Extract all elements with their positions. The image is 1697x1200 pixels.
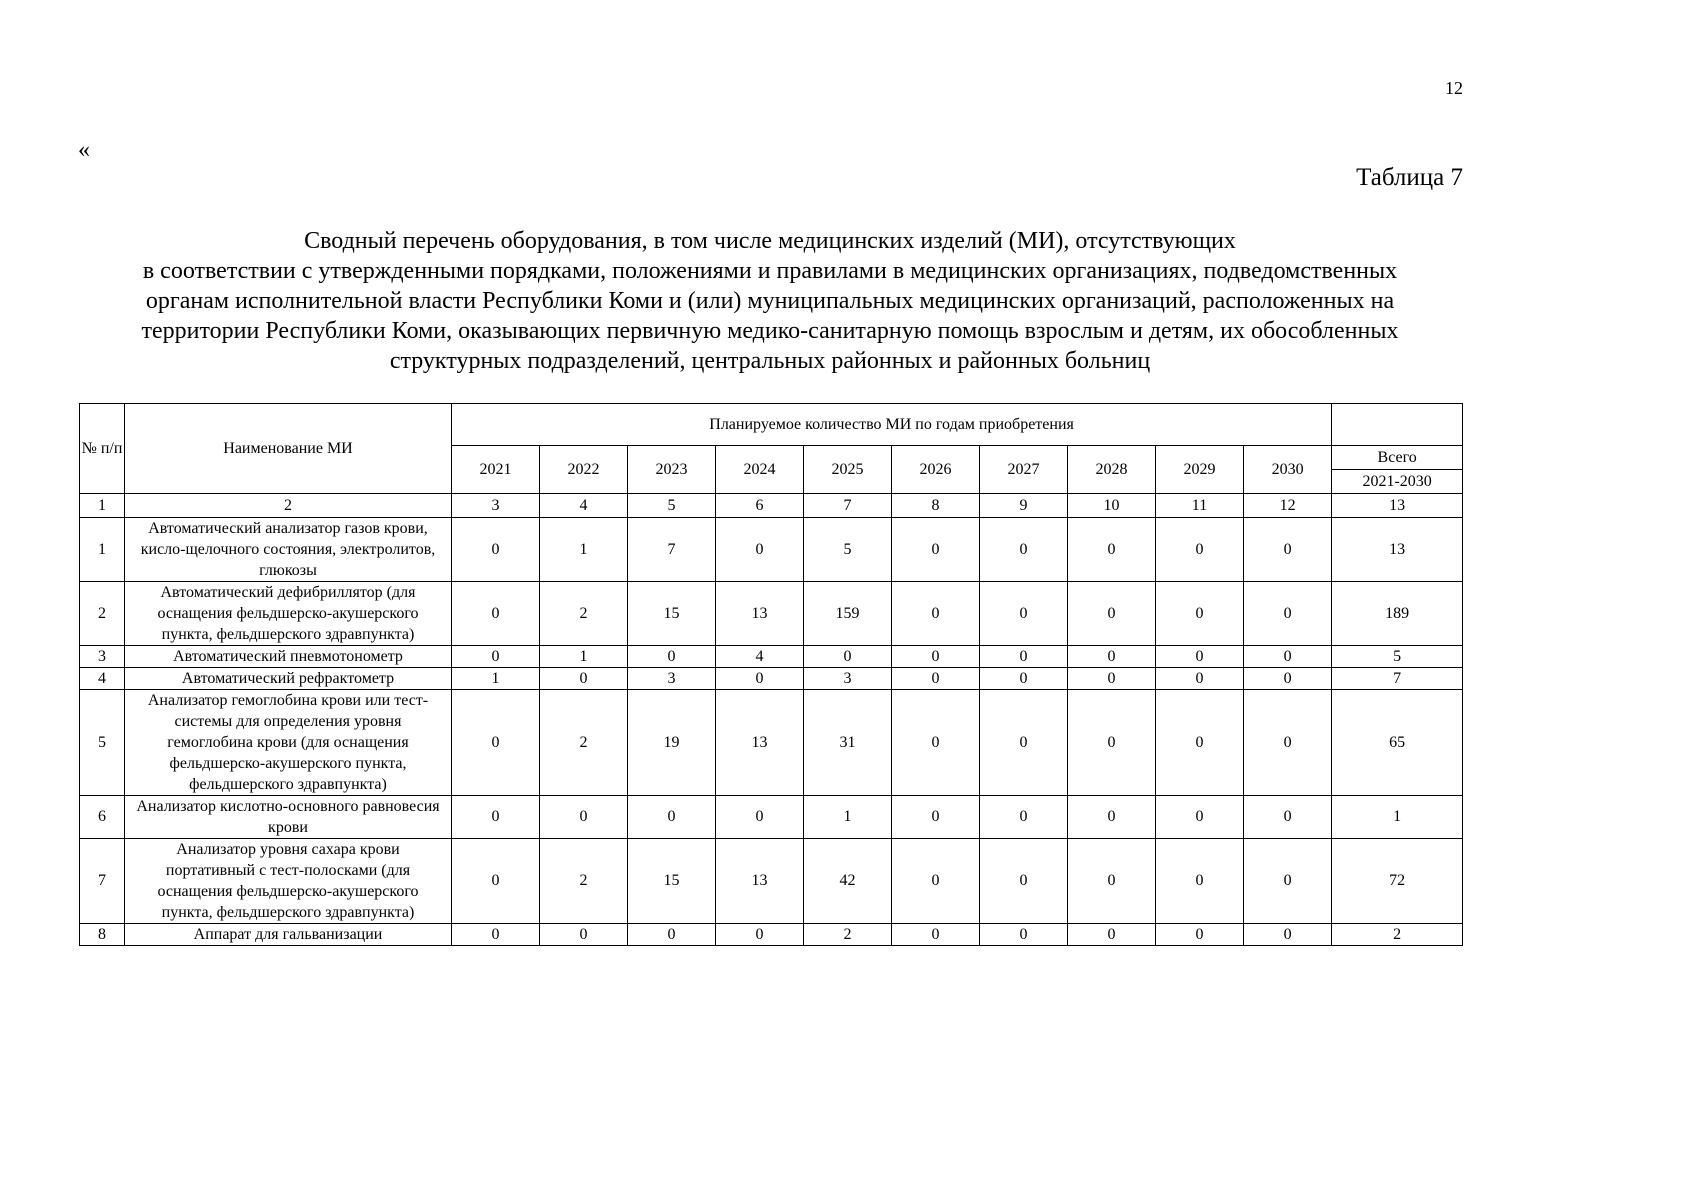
year-value-cell: 15 xyxy=(628,582,716,646)
header-num: № п/п xyxy=(80,404,125,494)
year-value-cell: 0 xyxy=(980,796,1068,839)
row-number-cell: 4 xyxy=(80,668,125,690)
table-row xyxy=(80,582,1463,646)
year-value-cell: 159 xyxy=(804,582,892,646)
year-value-cell: 0 xyxy=(1068,924,1156,946)
row-total-cell: 7 xyxy=(1332,668,1463,690)
header-total-range: 2021-2030 xyxy=(1362,473,1432,490)
item-name-cell: Анализатор гемоглобина крови или тест-системы для определения уровня гемоглобина крови (для оснащения фельдшерско-акушерского пункта, фельдшерского здравпункта) xyxy=(125,690,452,796)
year-value-cell: 2 xyxy=(804,924,892,946)
header-year: 2028 xyxy=(1068,446,1156,494)
year-value-cell: 0 xyxy=(1244,796,1332,839)
row-number-cell: 1 xyxy=(80,518,125,582)
year-value-cell: 0 xyxy=(1156,518,1244,582)
year-value-cell: 0 xyxy=(628,646,716,668)
equipment-table xyxy=(79,403,1463,946)
table-row xyxy=(80,796,1463,839)
header-total-blank xyxy=(1332,404,1463,446)
page-number: 12 xyxy=(1445,78,1463,98)
column-number-cell: 12 xyxy=(1244,494,1332,518)
row-total-cell: 72 xyxy=(1332,839,1463,924)
year-value-cell: 0 xyxy=(892,518,980,582)
year-value-cell: 0 xyxy=(980,518,1068,582)
header-year: 2024 xyxy=(716,446,804,494)
item-name-cell: Автоматический дефибриллятор (для оснащения фельдшерско-акушерского пункта, фельдшерского здравпункта) xyxy=(125,582,452,646)
year-value-cell: 0 xyxy=(540,924,628,946)
table-row xyxy=(80,690,1463,796)
year-value-cell: 0 xyxy=(980,839,1068,924)
year-value-cell: 0 xyxy=(1156,690,1244,796)
year-value-cell: 0 xyxy=(1244,690,1332,796)
year-value-cell: 2 xyxy=(540,690,628,796)
item-name-cell: Анализатор кислотно-основного равновесия крови xyxy=(125,796,452,839)
column-number-row xyxy=(80,494,1463,518)
row-total-cell: 5 xyxy=(1332,646,1463,668)
year-value-cell: 0 xyxy=(452,690,540,796)
year-value-cell: 0 xyxy=(716,924,804,946)
year-value-cell: 0 xyxy=(716,668,804,690)
table-row xyxy=(80,924,1463,946)
year-value-cell: 0 xyxy=(452,796,540,839)
year-value-cell: 0 xyxy=(980,924,1068,946)
year-value-cell: 0 xyxy=(892,796,980,839)
year-value-cell: 0 xyxy=(1244,668,1332,690)
header-year: 2021 xyxy=(452,446,540,494)
year-value-cell: 0 xyxy=(980,668,1068,690)
year-value-cell: 4 xyxy=(716,646,804,668)
year-value-cell: 0 xyxy=(892,582,980,646)
row-number-cell: 3 xyxy=(80,646,125,668)
item-name-cell: Автоматический пневмотонометр xyxy=(125,646,452,668)
year-value-cell: 0 xyxy=(452,582,540,646)
column-number-cell: 6 xyxy=(716,494,804,518)
year-value-cell: 0 xyxy=(1068,582,1156,646)
document-title xyxy=(60,226,1480,376)
year-value-cell: 0 xyxy=(1244,646,1332,668)
year-value-cell: 1 xyxy=(540,646,628,668)
year-value-cell: 13 xyxy=(716,582,804,646)
column-number-cell: 13 xyxy=(1332,494,1463,518)
year-value-cell: 3 xyxy=(628,668,716,690)
year-value-cell: 1 xyxy=(540,518,628,582)
header-year: 2022 xyxy=(540,446,628,494)
year-value-cell: 0 xyxy=(1156,668,1244,690)
year-value-cell: 31 xyxy=(804,690,892,796)
year-value-cell: 2 xyxy=(540,582,628,646)
year-value-cell: 0 xyxy=(1244,518,1332,582)
item-name-cell: Аппарат для гальванизации xyxy=(125,924,452,946)
year-value-cell: 13 xyxy=(716,690,804,796)
item-name-cell: Автоматический анализатор газов крови, кисло-щелочного состояния, электролитов, глюкозы xyxy=(125,518,452,582)
year-value-cell: 0 xyxy=(1068,839,1156,924)
year-value-cell: 0 xyxy=(1156,796,1244,839)
row-number-cell: 8 xyxy=(80,924,125,946)
year-value-cell: 5 xyxy=(804,518,892,582)
year-value-cell: 0 xyxy=(980,582,1068,646)
title-line: органам исполнительной власти Республики Коми и (или) муниципальных медицинских организаций, расположенных на xyxy=(145,288,1395,314)
header-year: 2023 xyxy=(628,446,716,494)
table-row xyxy=(80,668,1463,690)
row-total-cell: 189 xyxy=(1332,582,1463,646)
item-name-cell: Автоматический рефрактометр xyxy=(125,668,452,690)
table-row xyxy=(80,518,1463,582)
row-number-cell: 5 xyxy=(80,690,125,796)
title-line: структурных подразделений, центральных районных и районных больниц xyxy=(389,348,1151,374)
year-value-cell: 0 xyxy=(1244,582,1332,646)
year-value-cell: 19 xyxy=(628,690,716,796)
column-number-cell: 1 xyxy=(80,494,125,518)
year-value-cell: 42 xyxy=(804,839,892,924)
year-value-cell: 0 xyxy=(540,796,628,839)
year-value-cell: 0 xyxy=(892,924,980,946)
year-value-cell: 0 xyxy=(892,646,980,668)
year-value-cell: 0 xyxy=(452,924,540,946)
header-year: 2029 xyxy=(1156,446,1244,494)
year-value-cell: 0 xyxy=(1068,796,1156,839)
year-value-cell: 0 xyxy=(1156,839,1244,924)
year-value-cell: 0 xyxy=(716,518,804,582)
year-value-cell: 0 xyxy=(892,668,980,690)
year-value-cell: 0 xyxy=(892,690,980,796)
title-line: в соответствии с утвержденными порядками, положениями и правилами в медицинских организациях, подведомственных xyxy=(142,258,1398,284)
column-number-cell: 3 xyxy=(452,494,540,518)
title-line: территории Республики Коми, оказывающих первичную медико-санитарную помощь взрослым и детям, их обособленных xyxy=(141,318,1399,344)
year-value-cell: 0 xyxy=(452,518,540,582)
year-value-cell: 0 xyxy=(628,924,716,946)
year-value-cell: 0 xyxy=(716,796,804,839)
header-year: 2026 xyxy=(892,446,980,494)
column-number-cell: 2 xyxy=(125,494,452,518)
year-value-cell: 0 xyxy=(452,839,540,924)
year-value-cell: 0 xyxy=(628,796,716,839)
year-value-cell: 1 xyxy=(452,668,540,690)
year-value-cell: 0 xyxy=(1068,646,1156,668)
column-number-cell: 11 xyxy=(1156,494,1244,518)
year-value-cell: 0 xyxy=(1068,518,1156,582)
year-value-cell: 15 xyxy=(628,839,716,924)
column-number-cell: 8 xyxy=(892,494,980,518)
year-value-cell: 0 xyxy=(1156,924,1244,946)
year-value-cell: 0 xyxy=(1156,582,1244,646)
row-total-cell: 1 xyxy=(1332,796,1463,839)
year-value-cell: 0 xyxy=(1068,668,1156,690)
column-number-cell: 9 xyxy=(980,494,1068,518)
row-number-cell: 7 xyxy=(80,839,125,924)
table-label: Таблица 7 xyxy=(1356,164,1463,191)
row-number-cell: 6 xyxy=(80,796,125,839)
year-value-cell: 0 xyxy=(452,646,540,668)
year-value-cell: 3 xyxy=(804,668,892,690)
year-value-cell: 7 xyxy=(628,518,716,582)
year-value-cell: 0 xyxy=(1156,646,1244,668)
header-year: 2030 xyxy=(1244,446,1332,494)
year-value-cell: 0 xyxy=(1244,924,1332,946)
row-number-cell: 2 xyxy=(80,582,125,646)
year-value-cell: 0 xyxy=(980,690,1068,796)
row-total-cell: 65 xyxy=(1332,690,1463,796)
item-name-cell: Анализатор уровня сахара крови портативный с тест-полосками (для оснащения фельдшерско-акушерского пункта, фельдшерского здравпункта) xyxy=(125,839,452,924)
year-value-cell: 2 xyxy=(540,839,628,924)
header-planned-group: Планируемое количество МИ по годам приобретения xyxy=(452,404,1332,446)
year-value-cell: 0 xyxy=(980,646,1068,668)
header-total xyxy=(1332,446,1463,494)
year-value-cell: 0 xyxy=(1244,839,1332,924)
column-number-cell: 5 xyxy=(628,494,716,518)
opening-quote-mark: « xyxy=(78,137,90,163)
table-row xyxy=(80,839,1463,924)
year-value-cell: 13 xyxy=(716,839,804,924)
column-number-cell: 10 xyxy=(1068,494,1156,518)
column-number-cell: 4 xyxy=(540,494,628,518)
table-row xyxy=(80,646,1463,668)
row-total-cell: 13 xyxy=(1332,518,1463,582)
column-number-cell: 7 xyxy=(804,494,892,518)
header-name: Наименование МИ xyxy=(125,404,452,494)
header-total-label: Всего xyxy=(1332,446,1462,470)
header-year: 2027 xyxy=(980,446,1068,494)
row-total-cell: 2 xyxy=(1332,924,1463,946)
year-value-cell: 0 xyxy=(892,839,980,924)
year-value-cell: 0 xyxy=(804,646,892,668)
year-value-cell: 1 xyxy=(804,796,892,839)
title-line: Сводный перечень оборудования, в том числе медицинских изделий (МИ), отсутствующих xyxy=(304,228,1236,254)
year-value-cell: 0 xyxy=(1068,690,1156,796)
header-year: 2025 xyxy=(804,446,892,494)
year-value-cell: 0 xyxy=(540,668,628,690)
